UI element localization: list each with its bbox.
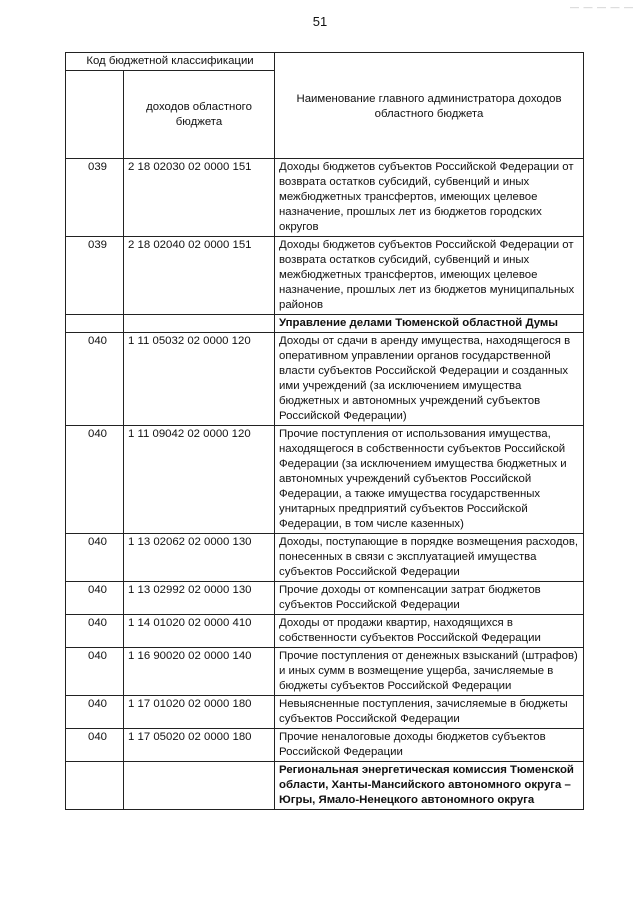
description-cell: Прочие поступления от использования имущества, находящегося в собственности субъектов Российской Федерации (за исключением имущества бюджетных и автономных учреждений субъектов Российской Федерации, а также имущества государственных унитарных предприятий субъектов Российской Федерации, в том числе казенных) — [275, 426, 584, 534]
group-header-row — [66, 315, 584, 333]
admin-code-cell — [66, 762, 124, 810]
admin-code-cell: 040 — [66, 333, 124, 426]
budget-classification-table — [65, 52, 584, 810]
budget-code-cell: 1 13 02062 02 0000 130 — [124, 534, 275, 582]
description-cell: Доходы бюджетов субъектов Российской Федерации от возврата остатков субсидий, субвенций и иных межбюджетных трансфертов, имеющих целевое назначение, прошлых лет из бюджетов муниципальных районов — [275, 237, 584, 315]
description-cell: Прочие поступления от денежных взысканий (штрафов) и иных сумм в возмещение ущерба, зачисляемые в бюджеты субъектов Российской Федерации — [275, 648, 584, 696]
admin-code-cell: 040 — [66, 615, 124, 648]
admin-code-cell: 039 — [66, 159, 124, 237]
budget-code-cell — [124, 315, 275, 333]
description-cell: Невыясненные поступления, зачисляемые в бюджеты субъектов Российской Федерации — [275, 696, 584, 729]
table-row — [66, 534, 584, 582]
budget-code-cell: 1 13 02992 02 0000 130 — [124, 582, 275, 615]
table-row — [66, 333, 584, 426]
admin-code-cell: 039 — [66, 237, 124, 315]
admin-code-cell — [66, 315, 124, 333]
table-row — [66, 615, 584, 648]
header-admin-name: Наименование главного администратора доходов областного бюджета — [275, 53, 584, 159]
budget-code-cell: 1 17 01020 02 0000 180 — [124, 696, 275, 729]
table-row — [66, 648, 584, 696]
budget-code-cell: 1 14 01020 02 0000 410 — [124, 615, 275, 648]
table-row — [66, 696, 584, 729]
table-row — [66, 159, 584, 237]
budget-code-cell — [124, 762, 275, 810]
description-cell: Доходы от сдачи в аренду имущества, находящегося в оперативном управлении органов государственной власти субъектов Российской Федерации и созданных ими учреждений (за исключением имущества бюджетных и автономных учреждений субъектов Российской Федерации) — [275, 333, 584, 426]
description-cell: Управление делами Тюменской областной Думы — [275, 315, 584, 333]
group-header-row — [66, 762, 584, 810]
budget-code-cell: 1 16 90020 02 0000 140 — [124, 648, 275, 696]
description-cell: Доходы, поступающие в порядке возмещения расходов, понесенных в связи с эксплуатацией имущества субъектов Российской Федерации — [275, 534, 584, 582]
budget-code-cell: 2 18 02040 02 0000 151 — [124, 237, 275, 315]
header-group-label: Код бюджетной классификации — [66, 53, 275, 71]
description-cell: Доходы бюджетов субъектов Российской Федерации от возврата остатков субсидий, субвенций и иных межбюджетных трансфертов, имеющих целевое назначение, прошлых лет из бюджетов городских округов — [275, 159, 584, 237]
description-cell: Доходы от продажи квартир, находящихся в собственности субъектов Российской Федерации — [275, 615, 584, 648]
admin-code-cell: 040 — [66, 426, 124, 534]
admin-code-cell: 040 — [66, 729, 124, 762]
table-row — [66, 426, 584, 534]
admin-code-cell: 040 — [66, 534, 124, 582]
table-row — [66, 582, 584, 615]
page-number: 51 — [312, 14, 328, 29]
budget-code-cell: 2 18 02030 02 0000 151 — [124, 159, 275, 237]
budget-code-cell: 1 11 05032 02 0000 120 — [124, 333, 275, 426]
admin-code-cell: 040 — [66, 582, 124, 615]
admin-code-cell: 040 — [66, 696, 124, 729]
description-cell: Региональная энергетическая комиссия Тюменской области, Ханты-Мансийского автономного округа – Югры, Ямало-Ненецкого автономного округа — [275, 762, 584, 810]
table-body — [66, 159, 584, 810]
description-cell: Прочие неналоговые доходы бюджетов субъектов Российской Федерации — [275, 729, 584, 762]
budget-code-cell: 1 11 09042 02 0000 120 — [124, 426, 275, 534]
budget-code-cell: 1 17 05020 02 0000 180 — [124, 729, 275, 762]
admin-code-cell: 040 — [66, 648, 124, 696]
description-cell: Прочие доходы от компенсации затрат бюджетов субъектов Российской Федерации — [275, 582, 584, 615]
table-row — [66, 237, 584, 315]
scan-mark: — — — — — — [569, 2, 634, 12]
table-row — [66, 729, 584, 762]
header-income-code: доходов областного бюджета — [124, 71, 275, 159]
header-admin-code — [66, 71, 124, 159]
